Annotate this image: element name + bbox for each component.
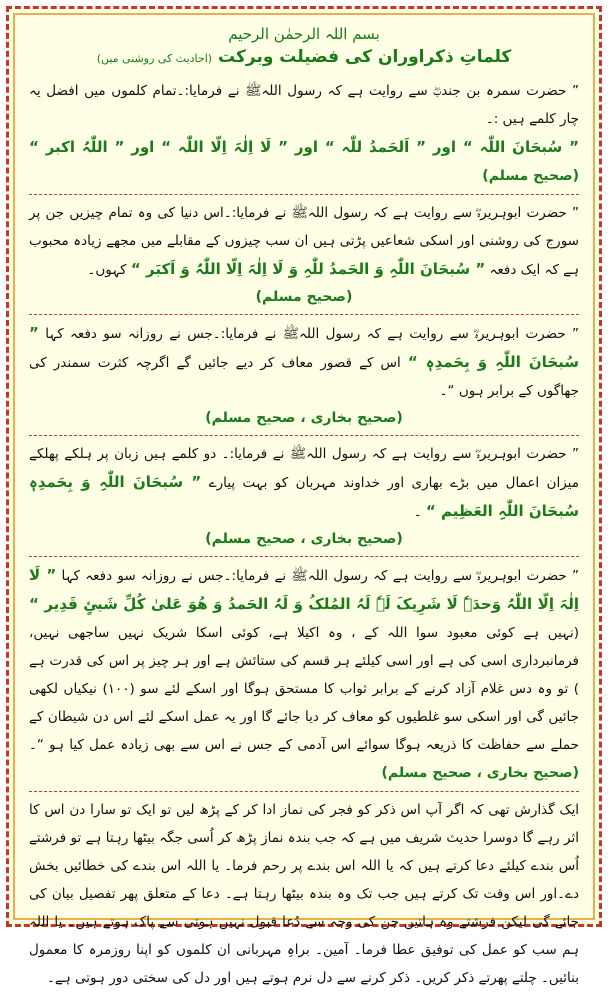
divider [29,791,579,792]
hadith-5 [29,561,579,787]
hadith-3 [29,319,579,431]
hadith-5-reference: (صحیح بخاری ، صحیح مسلم) [381,765,579,781]
hadith-1-text: ” حضرت سمرہ بن جندبؓ سے روایت ہے کہ رسول اللہﷺ نے فرمایا:۔تمام کلموں میں افضل یہ چار کلمے ہیں :۔ [29,83,579,127]
hadith-4-reference: (صحیح بخاری ، صحیح مسلم) [205,531,403,547]
hadith-4-text: ” حضرت ابوہریرہؓ سے روایت ہے کہ رسول اللہﷺ نے فرمایا:۔ دو کلمے ہیں زبان پر ہلکے پھلکے میزان اعمال میں بڑے بھاری اور خداوند مہربان کو بہت پیارے [29,446,579,491]
hadith-5-text-after: (نہیں ہے کوئی معبود سوا اللہ کے ، وہ اکیلا ہے، کوئی اسکا شریک نہیں ساجھی نہیں، فرمانبرداری اسی کی ہے اور اسی کیلئے ہر قسم کی ستائش ہے اور ہر چیز پر اس کی قدرت ہے ) تو وہ دس غلام آزاد کرنے کے برابر ثواب کا مستحق ہوگا اور اسکے لئے سو (۱۰۰) نیکیاں لکھی جائیں گی اور اسکی سو غلطیوں کو معاف کر دیا جائے گا اور یہ عمل اسکے لئے اس دن شیطان کے حملے سے حفاظت کا ذریعہ ہوگا سوائے اس آدمی کے جس نے اس سے بھی زیادہ عمل کیا ہو “۔ [29,625,580,753]
title-subtitle: (احادیث کی روشنی میں) [96,52,213,65]
hadith-2-text: ” حضرت ابوہریرہؓ سے روایت ہے کہ رسول اللہﷺ نے فرمایا:۔اس دنیا کی وہ تمام چیزیں جن پر سورج کی روشنی اور اسکی شعاعیں پڑتی ہیں ان سب چیزوں کے مقابلے میں مجھے زیادہ محبوب ہے کہ ایک دفعہ [29,205,579,278]
hadith-2-text-after: کہوں۔ [87,262,127,278]
hadith-1 [29,77,579,190]
page-frame [6,6,602,986]
hadith-5-text: ” حضرت ابوہریرہؓ سے روایت ہے کہ رسول اللہﷺ نے فرمایا:۔جس نے روزانہ سو دفعہ کہا [61,568,580,584]
hadith-1-arabic: ” سُبحَانَ اللّٰہ “ اور ” اَلحَمدُ للّٰہ “ اور ” لَا اِلٰہَ اِلّا اللّٰہ “ اور ” اللّٰہُ اکبر “ [29,138,579,156]
closing-paragraph: ایک گذارش تھی کہ اگر آپ اس ذکر کو فجر کی نماز ادا کر کے پڑھ لیں تو ایک تو سارا دن اس کا اثر رہے گا دوسرا حدیث شریف میں ہے کہ جب بندہ نماز پڑھ کر اُسی جگہ بیٹھا رہتا ہے تو فرشتے اُس بندے کیلئے دعا کرتے ہیں کہ یا اللہ اس بندے پر رحم فرما۔ یا اللہ اس بندے کی خطائیں بخش دے۔اور اس وقت تک کرتے ہیں جب تک وہ بندہ بیٹھا رہتا ہے۔ دعا کے متعلق پھر تفصیل بیان کی جائے گی لیکن فرشتے وہ ہاتیں جن کی وجہ سے دُعا قبول نہیں ہوتی سے پاک ہوتے ہیں۔ یا اللہ ہم سب کو عمل کی توفیق عطا فرما۔ آمین۔ براہِ مہربانی ان کلموں کو اپنا روزمرہ کا معمول بنائیں۔ چلتے پھرتے ذکر کریں۔ ذکر کرنے سے دل نرم ہوتے ہیں اور دل کی سختی دور ہوتی ہے۔ [29,802,579,986]
hadith-4-text-after: ۔ [413,504,422,520]
title-text: کلماتِ ذکراوران کی فضیلت وبرکت [217,47,512,67]
hadith-4 [29,440,579,552]
hadith-5-arabic: ” لَا اِلٰہَ اِلّا اللّٰہُ وَحدَہٗ لَا شَرِیکَ لَہٗ لَہُ المُلکُ وَ لَہُ الحَمدُ وَ ھُوَ عَلیٰ کُلِّ شَیئٍ قَدِیر “ [29,566,579,613]
hadith-2-arabic: ” سُبحَانَ اللّٰہِ وَ الحَمدُ للّٰہِ وَ لَا اِلٰہَ اِلّا اللّٰہُ وَ اَکبَر “ [130,260,486,278]
divider [29,556,579,557]
bismillah: بسم اللہ الرحمٰن الرحیم [228,25,380,43]
hadith-3-text-after: اس کے قصور معاف کر دیے جائیں گے اگرچہ کثرت سمندر کی جھاگوں کے برابر ہوں “۔ [29,355,579,399]
hadith-3-text: ” حضرت ابوہریرہؓ سے روایت ہے کہ رسول اللہﷺ نے فرمایا:۔جس نے روزانہ سو دفعہ کہا [45,326,580,342]
hadith-4-arabic: ” سُبحَانَ اللّٰہِ وَ بِحَمدِہٖ سُبحَانَ اللّٰہِ العَظِیم “ [29,473,579,520]
hadith-2-reference: (صحیح مسلم) [255,289,353,305]
divider [29,314,579,315]
content [13,13,595,986]
divider [29,435,579,436]
hadith-2 [29,199,579,310]
hadith-3-arabic: ” سُبحَانَ اللّٰہِ وَ بِحَمدِہٖ “ [29,324,579,371]
page-title [29,47,579,67]
hadith-1-reference: (صحیح مسلم) [482,168,579,184]
divider [29,194,579,195]
hadith-3-reference: (صحیح بخاری ، صحیح مسلم) [205,410,403,426]
